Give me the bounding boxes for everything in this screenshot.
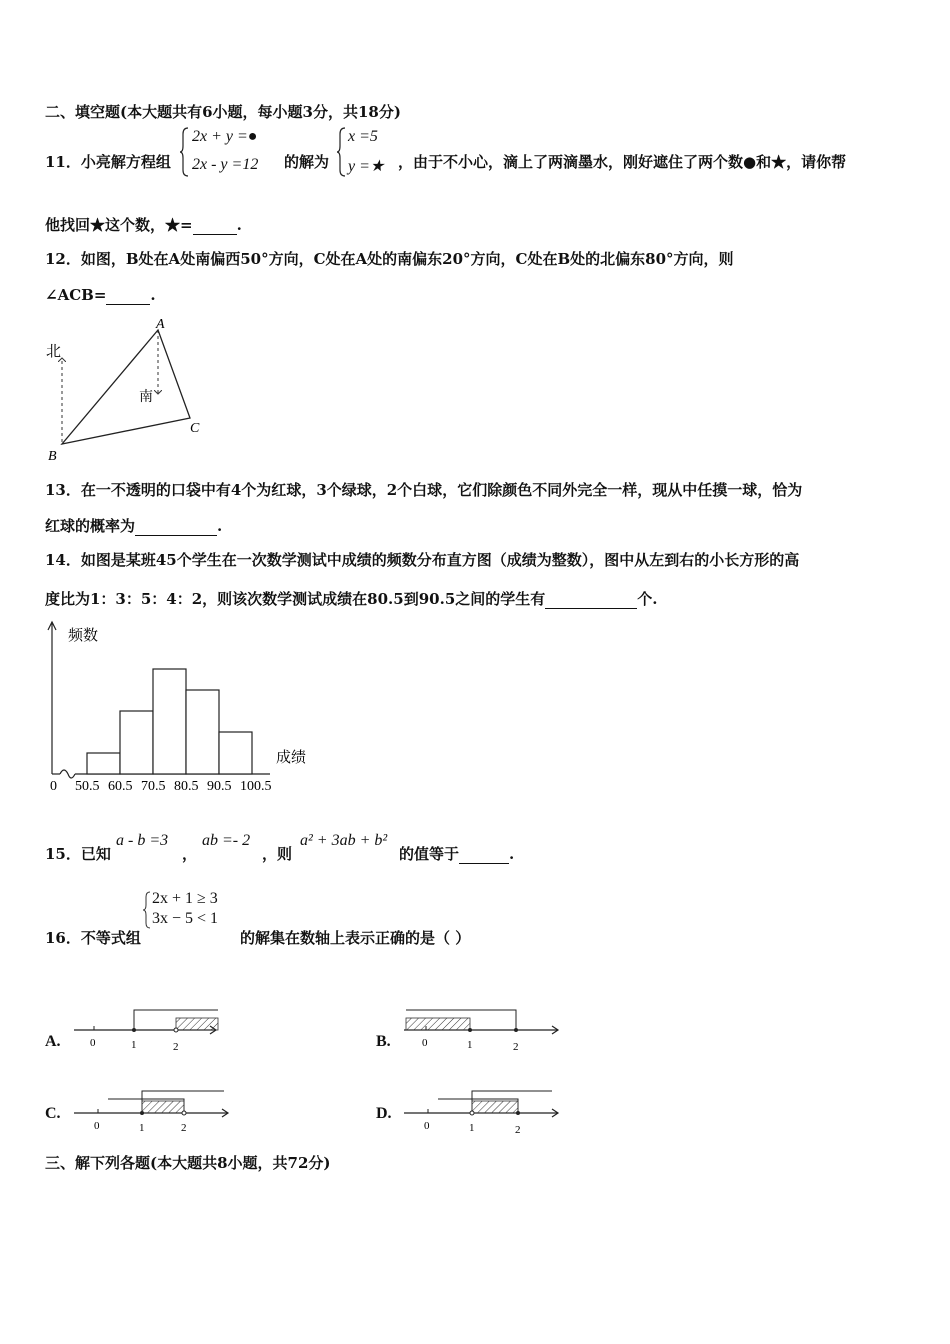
option-a-tick-1: 1 <box>131 1039 137 1051</box>
q16-system-brace <box>142 890 152 930</box>
x-tick-label: 50.5 <box>75 779 100 794</box>
option-d-tick-1: 1 <box>469 1122 475 1134</box>
histogram-bar-5 <box>219 732 252 774</box>
q11-number: 11．小亮解方程组 <box>45 153 171 171</box>
option-c-tick-2: 2 <box>181 1122 187 1134</box>
q15-expr-3: a² + 3ab + b² <box>300 832 388 849</box>
q11-answer-blank[interactable] <box>193 216 237 235</box>
axis-break-symbol <box>60 770 75 778</box>
q12-line-2 <box>45 286 156 305</box>
q14-line-2-text: 度比为1：3：5：4：2，则该次数学测试成绩在80.5到90.5之间的学生有 <box>45 590 546 608</box>
q13-answer-blank[interactable] <box>135 517 217 536</box>
q15-number: 15．已知 <box>45 845 111 863</box>
q11-end: . <box>236 216 242 234</box>
point-b-label: B <box>48 449 57 464</box>
q12-end: . <box>150 286 156 304</box>
q16-tail: 的解集在数轴上表示正确的是（ ） <box>240 929 471 947</box>
option-d-label[interactable]: D. <box>376 1105 392 1122</box>
option-c-tick-0: 0 <box>94 1120 100 1132</box>
option-a-number-line[interactable] <box>74 1004 220 1054</box>
q12-answer-blank[interactable] <box>106 286 150 305</box>
q13-line-2 <box>45 515 222 536</box>
q15-expr-1: a - b =3 <box>116 832 169 849</box>
x-tick-label: 90.5 <box>207 779 232 794</box>
histogram-bar-2 <box>120 711 153 774</box>
point-a-label: A <box>156 317 165 332</box>
q12-text: 12．如图，B处在A处南偏西50°方向，C处在A处的南偏东20°方向，C处在B处的北偏东80°方向，则 <box>45 250 734 268</box>
x-tick-label: 70.5 <box>141 779 166 794</box>
q12-direction-figure <box>40 312 220 464</box>
q11-tail-text: ，由于不小心，滴上了两滴墨水，刚好遮住了两个数●和★，请你帮 <box>398 153 847 171</box>
q15-separator: ， <box>182 845 198 863</box>
q14-histogram <box>40 618 320 800</box>
option-c-number-line[interactable] <box>74 1087 232 1137</box>
q11-equation-2: 2x - y =12 <box>192 156 259 173</box>
x-tick-label: 100.5 <box>240 779 272 794</box>
option-b-tick-0: 0 <box>422 1037 428 1049</box>
q15-tail <box>399 843 514 864</box>
q16-inequality-2: 3x − 5 < 1 <box>152 910 219 927</box>
option-b-tick-2: 2 <box>513 1041 519 1053</box>
q13-line-2-text: 红球的概率为 <box>45 517 136 535</box>
point-c-label: C <box>190 421 200 436</box>
q12-line-2-text: ∠ACB= <box>45 286 107 304</box>
q11-line-2-text: 他找回★这个数，★= <box>45 216 193 234</box>
q16-inequality-1: 2x + 1 ≥ 3 <box>152 890 218 907</box>
histogram-bar-3 <box>153 669 186 774</box>
q15-answer-blank[interactable] <box>459 845 509 864</box>
q14-text: 14．如图是某班45个学生在一次数学测试中成绩的频数分布直方图（成绩为整数），图中从左到右的小长方形的高 <box>45 551 800 569</box>
x-axis-label: 成绩 <box>276 750 307 766</box>
q11-middle-text: 的解为 <box>284 153 330 171</box>
q11-line-2 <box>45 214 242 235</box>
option-b-label[interactable]: B. <box>376 1033 391 1050</box>
section-3-heading: 三、解下列各题(本大题共8小题，共72分) <box>45 1154 331 1172</box>
q11-equation-1: 2x + y =● <box>192 128 258 145</box>
triangle-abc <box>62 330 190 444</box>
q15-end: . <box>509 845 515 863</box>
option-c-label[interactable]: C. <box>45 1105 61 1122</box>
y-axis-label: 频数 <box>68 628 99 644</box>
q13-end: . <box>217 517 223 535</box>
histogram-bar-1 <box>87 753 120 774</box>
option-d-tick-0: 0 <box>424 1120 430 1132</box>
q15-tail-text: 的值等于 <box>399 845 460 863</box>
x-tick-label: 60.5 <box>108 779 133 794</box>
origin-label: 0 <box>50 779 57 794</box>
q15-then: ，则 <box>262 845 293 863</box>
q11-system-brace <box>180 126 190 178</box>
q13-text: 13．在一不透明的口袋中有4个为红球，3个绿球，2个白球，它们除颜色不同外完全一样，现从中任摸一球，恰为 <box>45 481 803 499</box>
option-d-tick-2: 2 <box>515 1124 521 1136</box>
section-2-heading: 二、填空题(本大题共有6小题，每小题3分，共18分) <box>45 103 401 121</box>
q14-end: 个. <box>637 590 658 608</box>
q14-answer-blank[interactable] <box>545 590 637 609</box>
x-tick-label: 80.5 <box>174 779 199 794</box>
option-a-tick-2: 2 <box>173 1041 179 1053</box>
q11-solution-x: x =5 <box>348 128 378 145</box>
south-label: 南 <box>139 390 153 405</box>
option-d-number-line[interactable] <box>404 1087 562 1137</box>
q11-solution-y: y =★ <box>348 158 385 175</box>
option-b-tick-1: 1 <box>467 1039 473 1051</box>
north-label: 北 <box>46 344 62 360</box>
option-c-tick-1: 1 <box>139 1122 145 1134</box>
q15-expr-2: ab =- 2 <box>202 832 251 849</box>
option-a-label[interactable]: A. <box>45 1033 61 1050</box>
histogram-bar-4 <box>186 690 219 774</box>
option-a-tick-0: 0 <box>90 1037 96 1049</box>
q16-number: 16．不等式组 <box>45 929 141 947</box>
q14-line-2 <box>45 588 658 609</box>
q11-solution-brace <box>337 126 347 178</box>
option-b-number-line[interactable] <box>404 1004 562 1054</box>
